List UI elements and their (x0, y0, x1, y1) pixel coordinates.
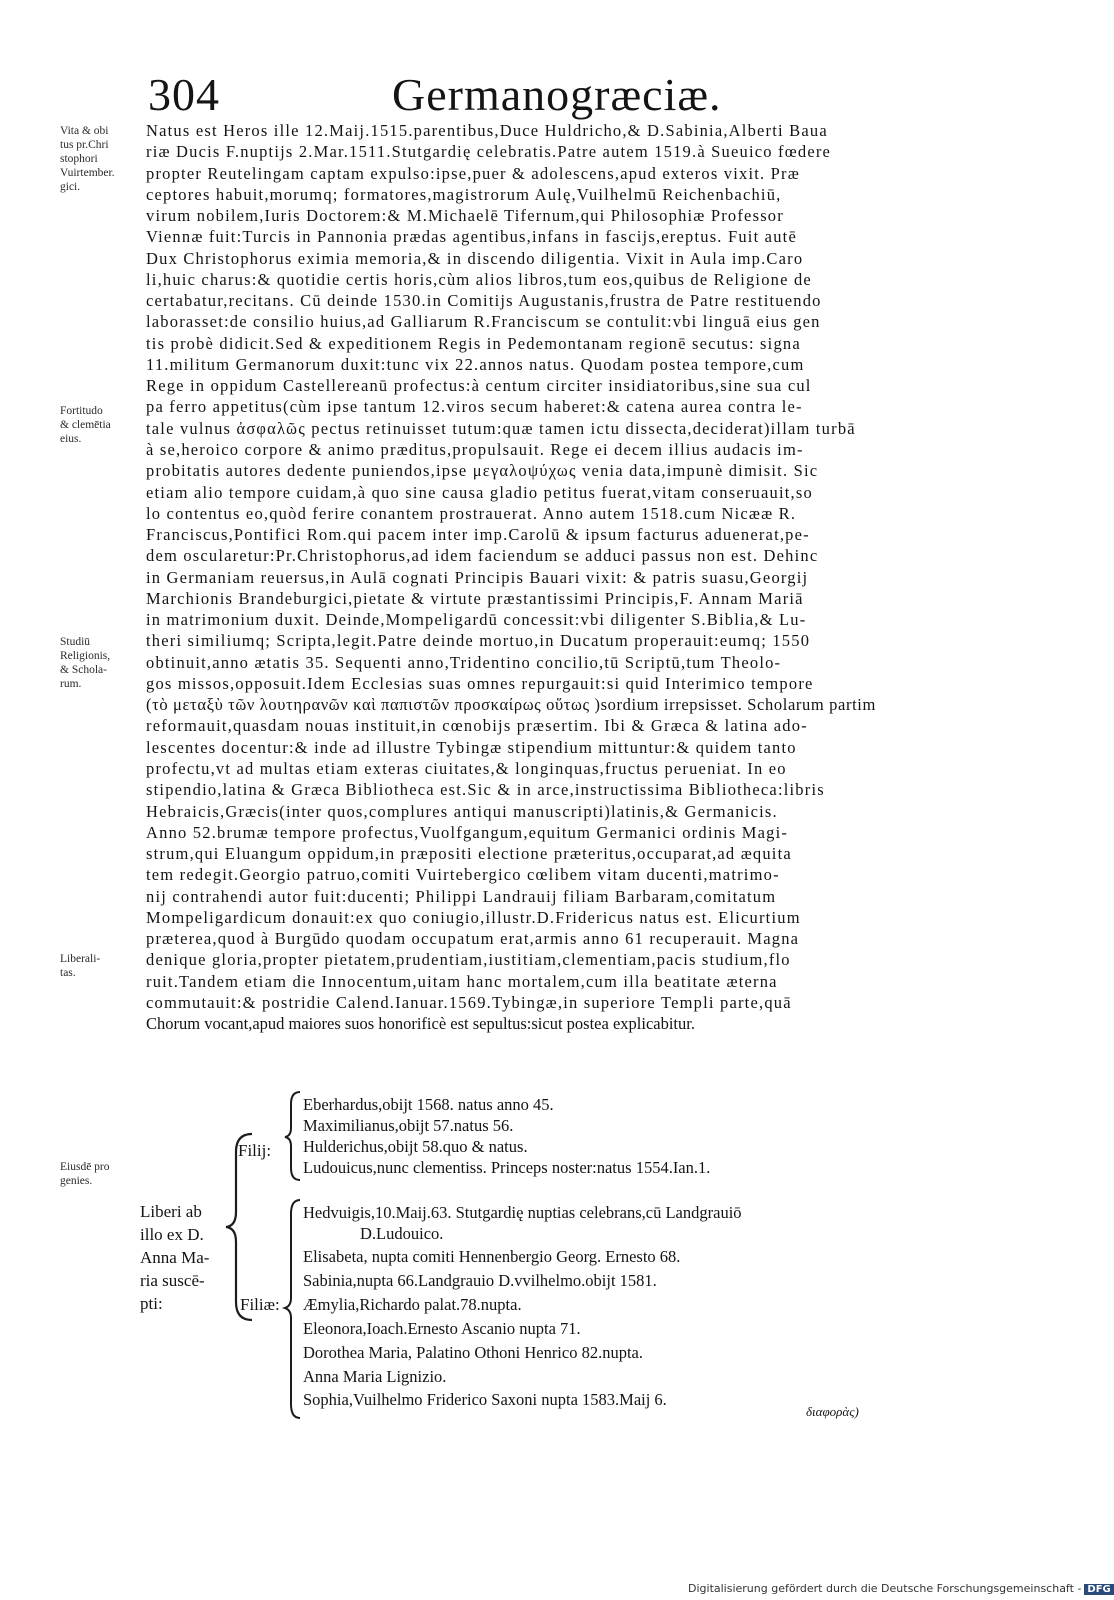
body-line: li,huic charus:& quotidie certis horis,cùm alios libros,tum eos,quibus de Religione de (146, 269, 812, 289)
daughter-entry: Elisabeta, nupta comiti Hennenbergio Georg. Ernesto 68. (303, 1247, 681, 1266)
son-entry: Eberhardus,obijt 1568. natus anno 45. (303, 1095, 554, 1114)
body-line: tem redegit.Georgio patruo,comiti Vuirtebergico cœlibem vitam ducenti,matrimo- (146, 865, 780, 885)
body-line: etiam alio tempore cuidam,à quo sine causa gladio petitus fuerat,vitam conseruauit,so (146, 482, 813, 502)
body-line: Marchionis Brandeburgici,pietate & virtute præstantissimi Principis,F. Annam Mariā (146, 588, 804, 608)
body-line: in matrimonium duxit. Deinde,Mompeligardū concessit:vbi diligenter S.Biblia,& Lu- (146, 610, 807, 630)
margin-note-fortitudo: Fortitudo & clemētia eius. (60, 405, 111, 445)
running-head: Germanogræciæ. (392, 69, 722, 120)
body-line: obtinuit,anno ætatis 35. Sequenti anno,Tridentino concilio,tū Scriptū,tum Theolo- (146, 652, 782, 672)
body-line: Viennæ fuit:Turcis in Pannonia prædas agentibus,infans in fascijs,ereptus. Fuit autē (146, 227, 797, 247)
body-line: Natus est Heros ille 12.Maij.1515.parentibus,Duce Huldricho,& D.Sabinia,Alberti Baua (146, 121, 828, 140)
body-line: à se,heroico corpore & animo præditus,propulsauit. Rege ei decem illius audacis im- (146, 439, 804, 459)
body-line: in Germaniam reuersus,in Aulā cognati Principis Bauari vixit: & patris suasu,Georgij (146, 567, 809, 587)
daughter-entry: Sophia,Vuilhelmo Friderico Saxoni nupta 1583.Maij 6. (303, 1390, 667, 1409)
body-line: præterea,quod à Burgūdo quodam occupatum erat,armis anno 61 recuperauit. Magna (146, 929, 800, 949)
body-line: tis probè didicit.Sed & expeditionem Regis in Pedemontanam regionē secutus: signa (146, 333, 801, 353)
daughters-brace (282, 1198, 304, 1420)
body-line: laborasset:de consilio huius,ad Galliarum R.Franciscum se contulit:vbi linguā eius gen (146, 312, 821, 332)
body-line: Dux Christophorus eximia memoria,& in discendo diligentia. Vixit in Aula imp.Caro (146, 248, 804, 268)
body-line: riæ Ducis F.nuptijs 2.Mar.1511.Stutgardię celebratis.Patre autem 1519.à Sueuico fœdere (146, 142, 832, 162)
catchword: διαφορὰς) (806, 1404, 859, 1419)
body-line: (τὸ μεταξὺ τῶν λουτηρανῶν καὶ παπιστῶν προσκαίρως οὕτως )sordium irrepsisset. Scholarum partim (146, 695, 876, 715)
son-entry: Hulderichus,obijt 58.quo & natus. (303, 1137, 528, 1156)
daughter-entry: Eleonora,Ioach.Ernesto Ascanio nupta 71. (303, 1319, 581, 1338)
body-line: virum nobilem,Iuris Doctorem:& M.Michaelē Tifernum,qui Philosophiæ Professor (146, 206, 784, 226)
body-line: profectu,vt ad multas etiam exteras ciuitates,& longinquas,fructus perueniat. In eo (146, 758, 787, 778)
daughter-entry: Anna Maria Lignizio. (303, 1367, 447, 1386)
body-line: tale vulnus ἀσφαλῶς pectus retinuisset tutum:quæ tamen ictu dissecta,deciderat)illam turbā (146, 418, 856, 438)
body-line: lo contentus eo,quòd ferire conantem prostrauerat. Anno autem 1518.cum Nicææ R. (146, 503, 797, 523)
son-entry: Maximilianus,obijt 57.natus 56. (303, 1116, 514, 1135)
margin-note-studium: Studiū Religionis, & Schola- rum. (60, 636, 111, 690)
body-text (146, 120, 876, 1034)
daughters-label: Filiæ: (240, 1295, 280, 1314)
body-line: commutauit:& postridie Calend.Ianuar.1569.Tybingæ,in superiore Templi parte,quā (146, 992, 792, 1012)
body-line: gos missos,opposuit.Idem Ecclesias suas omnes repurgauit:si quid Interimico tempore (146, 673, 814, 693)
body-line: Chorum vocant,apud maiores suos honorificè est sepultus:sicut postea explicabitur. (146, 1014, 695, 1034)
body-line: Franciscus,Pontifici Rom.qui pacem inter imp.Carolū & ipsum facturus aduenerat,pe- (146, 525, 810, 545)
body-line: stipendio,latina & Græca Bibliotheca est.Sic & in arce,instructissima Bibliotheca:libris (146, 780, 825, 800)
dfg-logo: DFG (1084, 1584, 1113, 1595)
body-line: Hebraicis,Græcis(inter quos,complures antiqui manuscripti)latinis,& Germanicis. (146, 801, 778, 821)
margin-note-progenies: Eiusdē pro genies. (60, 1161, 110, 1187)
footer-credit (688, 1582, 1114, 1595)
body-line: Anno 52.brumæ tempore profectus,Vuolfgangum,equitum Germanici ordinis Magi- (146, 822, 789, 842)
body-line: pa ferro appetitus(cùm ipse tantum 12.viros secum haberet:& catena aurea contra le- (146, 397, 803, 417)
body-line: Rege in oppidum Castellereanū profectus:à centum circiter insidiatoribus,sine sua cul (146, 376, 812, 396)
margin-note-vita: Vita & obi tus pr.Chri stophori Vuirtember. gici. (60, 125, 115, 193)
body-line: certabatur,recitans. Cū deinde 1530.in Comitijs Augustanis,frustra de Patre restituendo (146, 291, 822, 311)
body-line: probitatis autores dedente puniendos,ipse μεγαλοψύχως venia data,impunè dimisit. Sic (146, 461, 819, 481)
body-line: reformauit,quasdam nouas instituit,in cœnobijs præsertim. Ibi & Græca & latina ado- (146, 716, 808, 736)
body-line: propter Reutelingam captam expulso:ipse,puer & adolescens,apud exteros vixit. Præ (146, 163, 800, 183)
sons-label: Filij: (238, 1141, 272, 1160)
son-entry: Ludouicus,nunc clementiss. Princeps noster:natus 1554.Ian.1. (303, 1158, 711, 1177)
page-number: 304 (148, 69, 220, 120)
children-root-label: Liberi ab illo ex D. Anna Ma- ria suscē- pti: (140, 1202, 210, 1313)
daughter-entry: Æmylia,Richardo palat.78.nupta. (303, 1295, 522, 1314)
daughter-entry: Hedvuigis,10.Maij.63. Stutgardię nuptias celebrans,cū Landgrauiō (303, 1203, 742, 1222)
body-line: theri similiumq; Scripta,legit.Patre deinde mortuo,in Ducatum properauit:eumq; 1550 (146, 631, 811, 651)
body-line: dem oscularetur:Pr.Christophorus,ad idem faciendum se adduci passus non est. Dehinc (146, 546, 819, 566)
daughter-entry-continued: D.Ludouico. (360, 1224, 444, 1243)
body-line: lescentes docentur:& inde ad illustre Tybingæ stipendium mittuntur:& quidem tanto (146, 737, 797, 757)
body-line: 11.militum Germanorum duxit:tunc vix 22.annos natus. Quodam postea tempore,cum (146, 354, 805, 374)
daughter-entry: Dorothea Maria, Palatino Othoni Henrico 82.nupta. (303, 1343, 643, 1362)
body-line: ceptores habuit,morumq; formatores,magistrorum Aulę,Vuilhelmū Reichenbachiū, (146, 184, 782, 204)
sons-brace (282, 1090, 304, 1182)
daughter-entry: Sabinia,nupta 66.Landgrauio D.vvilhelmo.obijt 1581. (303, 1271, 657, 1290)
body-line: ruit.Tandem etiam die Innocentum,uitam hanc mortalem,cum illa beatitate æterna (146, 971, 778, 991)
margin-note-liberalitas: Liberali- tas. (60, 953, 101, 979)
body-line: strum,qui Eluangum oppidum,in præpositi electione præteritus,occuparat,ad æquita (146, 844, 792, 864)
body-line: denique gloria,propter pietatem,prudentiam,iustitiam,clementiam,pacis studium,flo (146, 950, 791, 970)
footer-text: Digitalisierung gefördert durch die Deutsche Forschungsgemeinschaft - (688, 1582, 1082, 1595)
body-line: nij contrahendi autor fuit:ducenti; Philippi Landrauij filiam Barbaram,comitatum (146, 886, 777, 906)
body-line: Mompeligardicum donauit:ex quo coniugio,illustr.D.Fridericus natus est. Elicurtium (146, 907, 801, 927)
